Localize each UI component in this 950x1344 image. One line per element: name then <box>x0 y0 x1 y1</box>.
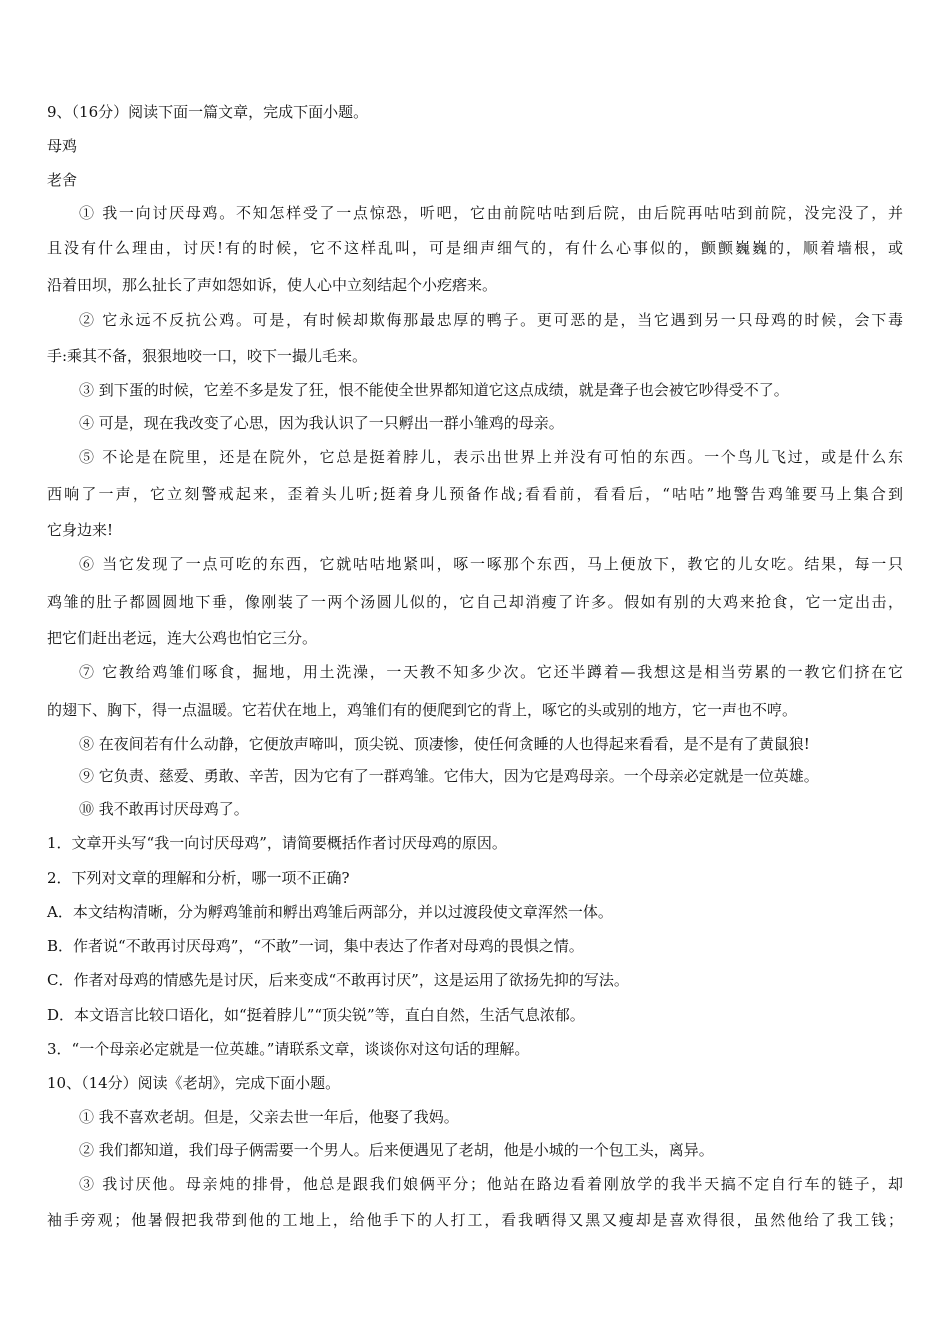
option-b: B．作者说“不敢再讨厌母鸡”，“不敢”一词，集中表达了作者对母鸡的畏惧之情。 <box>47 937 584 955</box>
paragraph-line: ⑨ 它负责、慈爱、勇敢、辛苦，因为它有了一群鸡雏。它伟大，因为它是鸡母亲。一个母亲必定就是一位英雄。 <box>79 767 819 785</box>
paragraph-line: ④ 可是，现在我改变了心思，因为我认识了一只孵出一群小雏鸡的母亲。 <box>79 414 564 432</box>
paragraph-line: 袖手旁观；他暑假把我带到他的工地上，给他手下的人打工，看我晒得又黑又瘦却是喜欢得很，虽然他给了我工钱； <box>47 1211 903 1229</box>
paragraph-line: ⑦ 它教给鸡雏们啄食，掘地，用土洗澡，一天教不知多少次。它还半蹲着—我想这是相当劳累的一教它们挤在它 <box>79 663 903 681</box>
paragraph-line: ⑤ 不论是在院里，还是在院外，它总是挺着脖儿，表示出世界上并没有可怕的东西。一个鸟儿飞过，或是什么东 <box>79 448 903 466</box>
paragraph-line: 沿着田坝，那么扯长了声如怨如诉，使人心中立刻结起个小疙瘩来。 <box>47 276 498 294</box>
paragraph-line: 把它们赶出老远，连大公鸡也怕它三分。 <box>47 629 318 647</box>
paragraph-line: ⑧ 在夜间若有什么动静，它便放声啼叫，顶尖锐、顶凄惨，使任何贪睡的人也得起来看看，是不是有了黄鼠狼! <box>79 735 810 753</box>
option-a: A．本文结构清晰，分为孵鸡雏前和孵出鸡雏后两部分，并以过渡段使文章浑然一体。 <box>47 903 613 921</box>
paragraph-line: ⑩ 我不敢再讨厌母鸡了。 <box>79 800 249 818</box>
paragraph-line: ② 它永远不反抗公鸡。可是，有时候却欺侮那最忠厚的鸭子。更可恶的是，当它遇到另一只母鸡的时候，会下毒 <box>79 311 903 329</box>
paragraph-line: 西响了一声，它立刻警戒起来，歪着头儿听;挺着身儿预备作战;看看前，看看后，“咕咕”地警告鸡雏要马上集合到 <box>47 485 903 503</box>
article-title: 母鸡 <box>47 137 78 155</box>
paragraph-line: 且没有什么理由，讨厌!有的时候，它不这样乱叫，可是细声细气的，有什么心事似的，颤颤巍巍的，顺着墙根，或 <box>47 239 903 257</box>
option-c: C．作者对母鸡的情感先是讨厌，后来变成“不敢再讨厌”，这是运用了欲扬先抑的写法。 <box>47 971 629 989</box>
paragraph-line: ③ 到下蛋的时候，它差不多是发了狂，恨不能使全世界都知道它这点成绩，就是聋子也会被它吵得受不了。 <box>79 381 789 399</box>
paragraph-line: ⑥ 当它发现了一点可吃的东西，它就咕咕地紧叫，啄一啄那个东西，马上便放下，教它的儿女吃。结果，每一只 <box>79 555 903 573</box>
question-9-header: 9、（16分）阅读下面一篇文章，完成下面小题。 <box>47 103 369 121</box>
question-3: 3．“一个母亲必定就是一位英雄。”请联系文章，谈谈你对这句话的理解。 <box>47 1040 530 1058</box>
article-author: 老舍 <box>47 171 78 189</box>
paragraph-line: ② 我们都知道，我们母子俩需要一个男人。后来便遇见了老胡，他是小城的一个包工头，离异。 <box>79 1141 714 1159</box>
paragraph-line: ③ 我讨厌他。母亲炖的排骨，他总是跟我们娘俩平分；他站在路边看着刚放学的我半天搞不定自行车的链子，却 <box>79 1175 903 1193</box>
paragraph-line: ① 我不喜欢老胡。但是，父亲去世一年后，他娶了我妈。 <box>79 1108 459 1126</box>
paragraph-line: 的翅下、胸下，得一点温暖。它若伏在地上，鸡雏们有的便爬到它的背上，啄它的头或别的地方，它一声也不哼。 <box>47 701 798 719</box>
paragraph-line: 手:乘其不备，狠狠地咬一口，咬下一撮儿毛来。 <box>47 347 368 365</box>
question-10-header: 10、（14分）阅读《老胡》，完成下面小题。 <box>47 1074 341 1092</box>
question-2: 2．下列对文章的理解和分析，哪一项不正确? <box>47 869 350 887</box>
paragraph-line: 鸡雏的肚子都圆圆地下垂，像刚装了一两个汤圆儿似的，它自己却消瘦了许多。假如有别的大鸡来抢食，它一定出击， <box>47 593 903 611</box>
paragraph-line: ① 我一向讨厌母鸡。不知怎样受了一点惊恐，听吧，它由前院咕咕到后院，由后院再咕咕到前院，没完没了，并 <box>79 204 903 222</box>
question-1: 1．文章开头写“我一向讨厌母鸡”，请简要概括作者讨厌母鸡的原因。 <box>47 834 507 852</box>
paragraph-line: 它身边来! <box>47 521 114 539</box>
option-d: D．本文语言比较口语化，如“挺着脖儿”“顶尖锐”等，直白自然，生活气息浓郁。 <box>47 1006 585 1024</box>
